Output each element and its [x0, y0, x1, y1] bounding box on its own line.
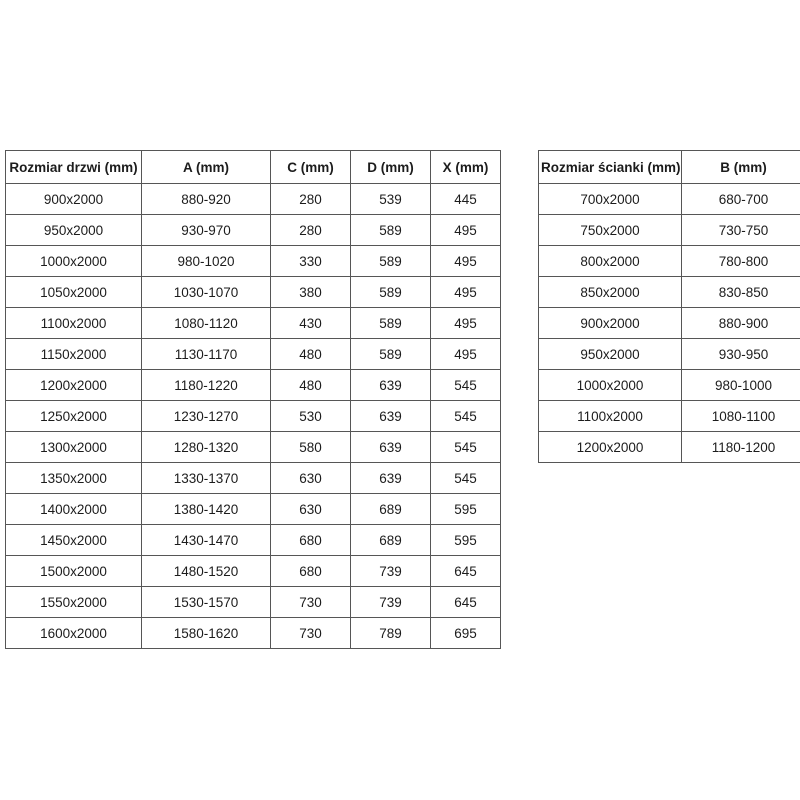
table-cell: 545	[431, 432, 501, 463]
table-cell: 480	[271, 339, 351, 370]
table-cell: 330	[271, 246, 351, 277]
table-cell: 545	[431, 370, 501, 401]
table-cell: 1180-1200	[682, 432, 800, 463]
table-cell: 545	[431, 401, 501, 432]
table-cell: 595	[431, 494, 501, 525]
header-row	[539, 151, 800, 184]
table-cell: 800x2000	[539, 246, 682, 277]
table-cell: 930-950	[682, 339, 800, 370]
table-cell: 1430-1470	[142, 525, 271, 556]
table-cell: 1000x2000	[6, 246, 142, 277]
table-cell: 380	[271, 277, 351, 308]
table-cell: 445	[431, 184, 501, 215]
table-cell: 539	[351, 184, 431, 215]
column-header: C (mm)	[271, 151, 351, 184]
table-cell: 1180-1220	[142, 370, 271, 401]
table-cell: 689	[351, 525, 431, 556]
wall-size-table	[538, 150, 800, 463]
table-cell: 280	[271, 215, 351, 246]
table-row	[6, 525, 501, 556]
column-header: Rozmiar ścianki (mm)	[539, 151, 682, 184]
table-cell: 639	[351, 401, 431, 432]
table-cell: 1100x2000	[6, 308, 142, 339]
table-cell: 1530-1570	[142, 587, 271, 618]
table-cell: 850x2000	[539, 277, 682, 308]
table-cell: 630	[271, 463, 351, 494]
table-cell: 680-700	[682, 184, 800, 215]
table-cell: 495	[431, 277, 501, 308]
table-row	[6, 618, 501, 649]
table-cell: 430	[271, 308, 351, 339]
column-header: A (mm)	[142, 151, 271, 184]
table-cell: 589	[351, 246, 431, 277]
table-cell: 639	[351, 370, 431, 401]
table-cell: 545	[431, 463, 501, 494]
table-row	[6, 215, 501, 246]
table-cell: 700x2000	[539, 184, 682, 215]
table-cell: 1550x2000	[6, 587, 142, 618]
table-cell: 950x2000	[539, 339, 682, 370]
table-row	[539, 277, 800, 308]
column-header: Rozmiar drzwi (mm)	[6, 151, 142, 184]
table-cell: 730	[271, 587, 351, 618]
table-row	[6, 370, 501, 401]
table-cell: 595	[431, 525, 501, 556]
table-cell: 1150x2000	[6, 339, 142, 370]
table-row	[539, 246, 800, 277]
table-cell: 1250x2000	[6, 401, 142, 432]
table-cell: 589	[351, 277, 431, 308]
table-row	[6, 494, 501, 525]
table-cell: 589	[351, 215, 431, 246]
table-cell: 1400x2000	[6, 494, 142, 525]
table-row	[6, 463, 501, 494]
table-row	[6, 587, 501, 618]
table-cell: 1030-1070	[142, 277, 271, 308]
table-cell: 880-920	[142, 184, 271, 215]
table-row	[6, 308, 501, 339]
table-cell: 830-850	[682, 277, 800, 308]
table-cell: 589	[351, 308, 431, 339]
table-cell: 639	[351, 463, 431, 494]
table-row	[539, 339, 800, 370]
table-cell: 1080-1100	[682, 401, 800, 432]
table-cell: 645	[431, 556, 501, 587]
table-cell: 1080-1120	[142, 308, 271, 339]
table-row	[6, 184, 501, 215]
table-cell: 1100x2000	[539, 401, 682, 432]
table-row	[6, 432, 501, 463]
column-header: D (mm)	[351, 151, 431, 184]
table-cell: 1130-1170	[142, 339, 271, 370]
table-cell: 495	[431, 246, 501, 277]
table-row	[539, 401, 800, 432]
table-cell: 495	[431, 308, 501, 339]
column-header: B (mm)	[682, 151, 800, 184]
table-row	[6, 277, 501, 308]
table-cell: 1300x2000	[6, 432, 142, 463]
table-cell: 1200x2000	[6, 370, 142, 401]
table-cell: 695	[431, 618, 501, 649]
table-cell: 750x2000	[539, 215, 682, 246]
table-cell: 1600x2000	[6, 618, 142, 649]
table-cell: 780-800	[682, 246, 800, 277]
table-cell: 1000x2000	[539, 370, 682, 401]
table-cell: 900x2000	[6, 184, 142, 215]
table-cell: 495	[431, 215, 501, 246]
table-cell: 730	[271, 618, 351, 649]
table-cell: 680	[271, 556, 351, 587]
table-cell: 530	[271, 401, 351, 432]
table-cell: 645	[431, 587, 501, 618]
table-row	[6, 339, 501, 370]
table-cell: 1580-1620	[142, 618, 271, 649]
table-cell: 580	[271, 432, 351, 463]
table-cell: 480	[271, 370, 351, 401]
table-cell: 639	[351, 432, 431, 463]
table-cell: 280	[271, 184, 351, 215]
table-cell: 1200x2000	[539, 432, 682, 463]
table-cell: 1500x2000	[6, 556, 142, 587]
table-cell: 495	[431, 339, 501, 370]
table-cell: 900x2000	[539, 308, 682, 339]
table-cell: 880-900	[682, 308, 800, 339]
table-row	[539, 432, 800, 463]
table-cell: 689	[351, 494, 431, 525]
column-header: X (mm)	[431, 151, 501, 184]
table-cell: 980-1020	[142, 246, 271, 277]
table-cell: 980-1000	[682, 370, 800, 401]
table-row	[539, 215, 800, 246]
table-cell: 789	[351, 618, 431, 649]
table-row	[539, 184, 800, 215]
table-cell: 930-970	[142, 215, 271, 246]
table-row	[539, 308, 800, 339]
header-row	[6, 151, 501, 184]
table-cell: 950x2000	[6, 215, 142, 246]
table-row	[6, 556, 501, 587]
table-cell: 1280-1320	[142, 432, 271, 463]
table-row	[6, 246, 501, 277]
table-cell: 630	[271, 494, 351, 525]
table-cell: 1350x2000	[6, 463, 142, 494]
table-cell: 1480-1520	[142, 556, 271, 587]
table-cell: 1450x2000	[6, 525, 142, 556]
table-cell: 1230-1270	[142, 401, 271, 432]
table-cell: 739	[351, 556, 431, 587]
table-cell: 1380-1420	[142, 494, 271, 525]
table-row	[6, 401, 501, 432]
table-cell: 680	[271, 525, 351, 556]
door-size-table	[5, 150, 501, 649]
table-row	[539, 370, 800, 401]
table-cell: 730-750	[682, 215, 800, 246]
table-cell: 1330-1370	[142, 463, 271, 494]
table-cell: 1050x2000	[6, 277, 142, 308]
table-cell: 589	[351, 339, 431, 370]
table-cell: 739	[351, 587, 431, 618]
